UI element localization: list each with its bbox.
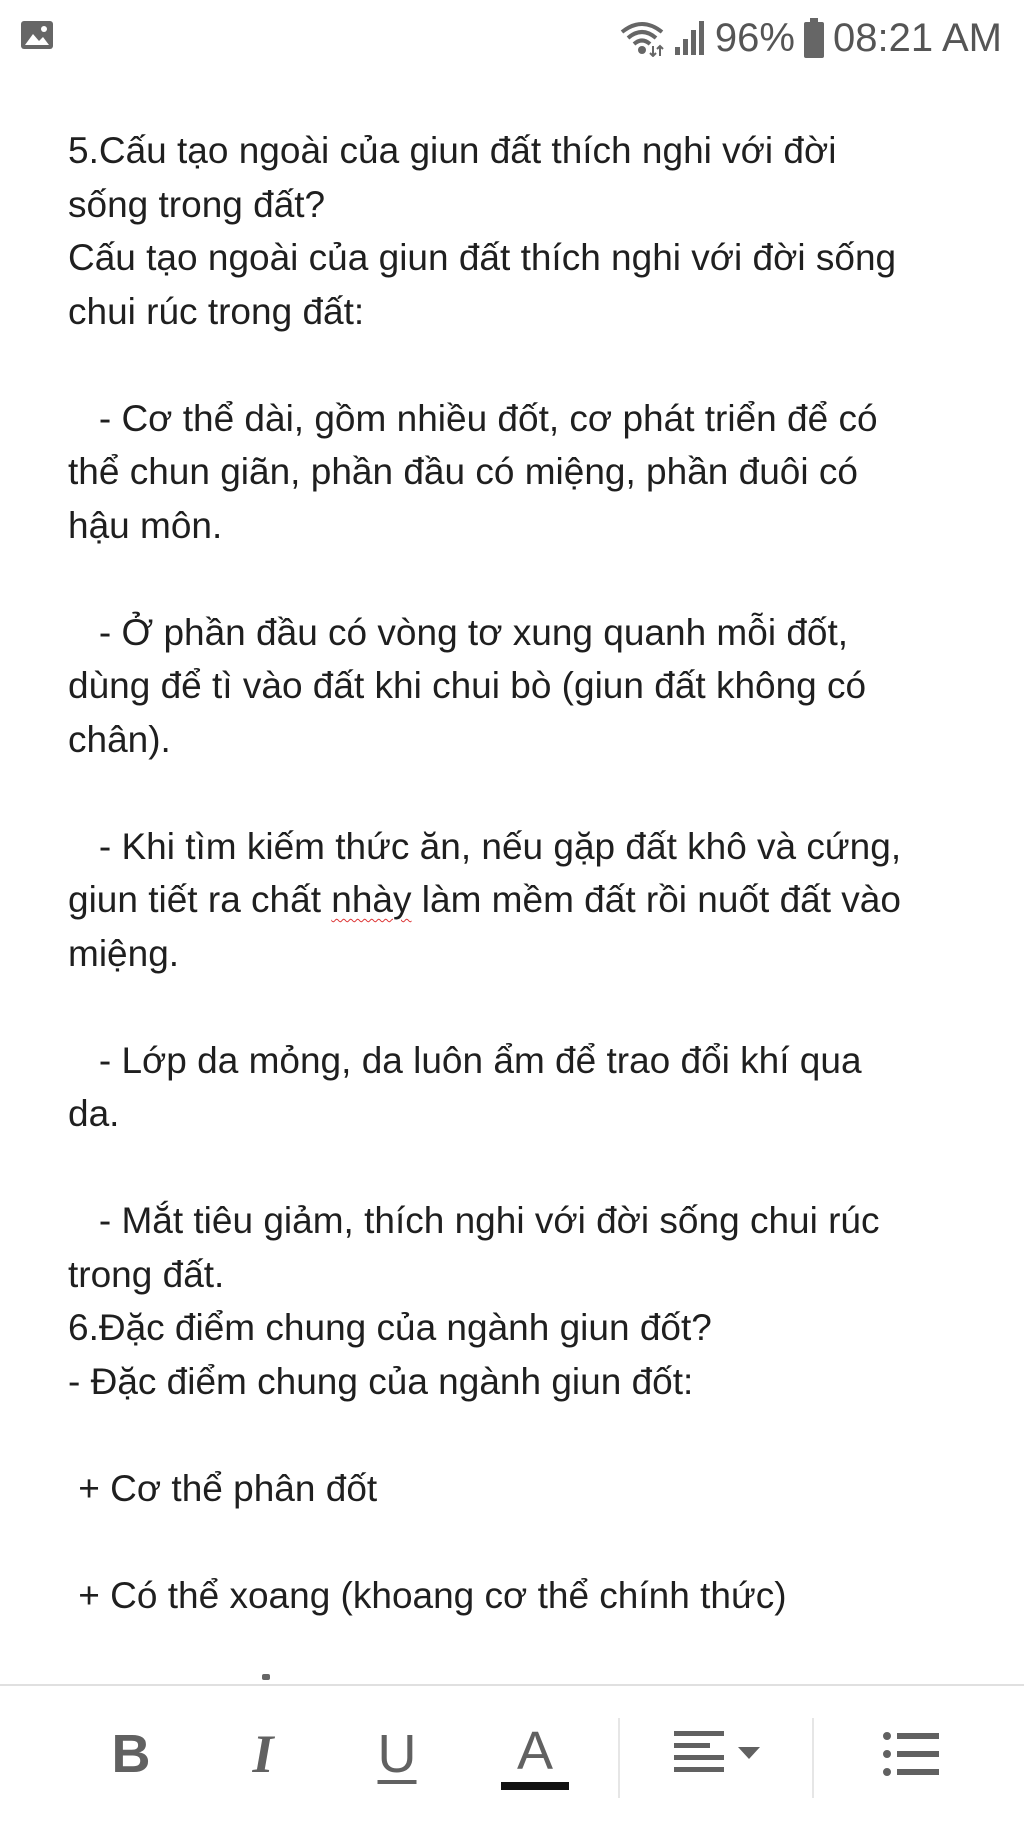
text-line: + Cơ thể phân đốt [68,1467,378,1509]
text-color-indicator [501,1782,569,1790]
text-segment: giun tiết ra chất [68,879,332,920]
formatting-toolbar [0,1684,1024,1822]
list-button[interactable] [862,1686,962,1822]
blank-line [68,766,968,820]
align-button[interactable] [668,1686,768,1822]
blank-line [68,338,968,392]
underline-button[interactable] [352,1686,442,1822]
text-segment: làm mềm đất rồi nuốt đất vào [411,879,901,920]
text-line: chân). [68,718,171,760]
blank-line [68,980,968,1034]
blank-line [68,1141,968,1195]
text-line: dùng để tì vào đất khi chui bò (giun đất không có [68,665,867,706]
underline-icon: U [377,1724,417,1784]
bold-button[interactable] [86,1686,176,1822]
misspelled-word[interactable]: nhày [331,879,412,920]
text-line: miệng. [68,932,180,974]
battery-icon [803,18,825,58]
blank-line [68,1515,968,1569]
text-line: - Cơ thể dài, gồm nhiều đốt, cơ phát triển để có [68,397,878,439]
italic-button[interactable] [218,1686,308,1822]
text-line: - Mắt tiêu giảm, thích nghi với đời sống chui rúc [68,1200,880,1241]
text-line: - Đặc điểm chung của ngành giun đốt: [68,1360,694,1402]
align-icon [672,1727,764,1781]
toolbar-divider [618,1718,620,1798]
signal-icon [673,19,707,57]
italic-icon: I [252,1724,274,1784]
text-line: thể chun giãn, phần đầu có miệng, phần đuôi có [68,451,858,492]
text-line [68,873,968,927]
wifi-icon [619,19,665,57]
text-line: da. [68,1093,120,1134]
text-line: 5.Cấu tạo ngoài của giun đất thích nghi với đời [68,130,837,171]
text-line: hậu môn. [68,504,223,546]
text-line: - Ở phần đầu có vòng tơ xung quanh mỗi đốt, [68,611,849,653]
status-bar [0,0,1024,76]
list-icon [882,1730,942,1778]
gallery-icon [20,20,54,50]
text-line: trong đất. [68,1253,225,1295]
battery-percent: 96% [714,15,795,60]
toolbar-divider [812,1718,814,1798]
blank-line [68,552,968,606]
text-line: 6.Đặc điểm chung của ngành giun đốt? [68,1307,712,1348]
text-line: sống trong đất? [68,183,326,225]
blank-line [68,1408,968,1462]
clock: 08:21 AM [832,15,1002,60]
bold-icon: B [111,1724,151,1784]
text-line: chui rúc trong đất: [68,290,365,332]
text-line: - Lớp da mỏng, da luôn ẩm để trao đổi khí qua [68,1039,862,1081]
status-indicators [619,10,1002,66]
text-color-button[interactable] [490,1686,580,1822]
clipped-text-fragment [262,1674,270,1680]
text-line: + Có thể xoang (khoang cơ thể chính thức) [68,1574,787,1616]
text-color-icon: A [516,1721,554,1781]
text-line: Cấu tạo ngoài của giun đất thích nghi với đời sống [68,237,897,278]
document-body[interactable] [68,124,968,1622]
text-line: - Khi tìm kiếm thức ăn, nếu gặp đất khô và cứng, [68,825,902,867]
